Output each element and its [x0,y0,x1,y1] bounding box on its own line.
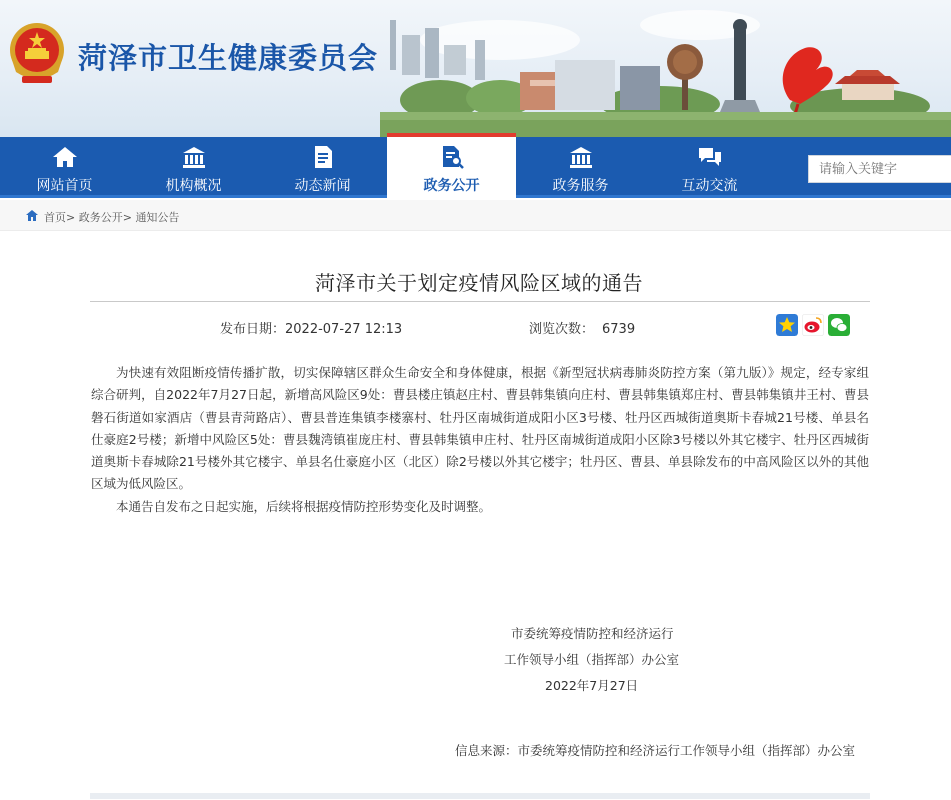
info-source-value: 市委统筹疫情防控和经济运行工作领导小组（指挥部）办公室 [517,743,856,758]
info-source-label: 信息来源： [455,743,518,758]
nav-item-organization[interactable] [129,137,258,198]
view-count-label: 浏览次数： [529,322,595,337]
wechat-icon[interactable] [828,314,850,336]
home-icon [52,145,78,169]
chat-icon [697,145,723,169]
nav-item-home[interactable] [0,137,129,198]
nav-label: 机构概况 [165,178,222,194]
weibo-icon[interactable] [802,314,824,336]
article-paragraph: 本通告自发布之日起实施，后续将根据疫情防控形势变化及时调整。 [116,498,492,514]
view-count-value: 6739 [602,322,636,337]
bottom-divider [90,793,870,799]
breadcrumb-government-affairs[interactable]: 政务公开 [78,211,123,224]
publish-date-value: 2022-07-27 12:13 [285,322,403,337]
breadcrumb-home[interactable]: 首页 [44,211,66,224]
favorite-icon[interactable] [776,314,798,336]
breadcrumb-separator: > [122,211,132,224]
view-count [529,318,635,337]
signature-org-line1: 市委统筹疫情防控和经济运行 [511,626,674,641]
breadcrumb [0,200,951,231]
nav-label: 动态新闻 [294,178,351,194]
signature-org-line2: 工作领导小组（指挥部）办公室 [504,652,680,667]
building-icon [181,145,207,169]
nav-item-interaction[interactable] [645,137,774,198]
info-source [455,741,855,759]
publish-date [220,318,402,337]
publish-date-label: 发布日期： [220,322,286,337]
title-divider [90,301,870,302]
article-body [91,362,869,518]
file-search-icon [439,145,465,169]
site-title: 菏泽市卫生健康委员会 [78,41,379,75]
document-icon [310,145,336,169]
nav-label: 政务服务 [552,178,609,194]
article-paragraph: 为快速有效阻断疫情传播扩散，切实保障辖区群众生命安全和身体健康，根据《新型冠状病毒肺炎防控方案（第九版）》规定，经专家组综合研判，自2022年7月27日起，新增高风险区9处：曹县楼庄镇赵庄村、曹县韩集镇向庄村、曹县韩集镇郑庄村、曹县韩集镇井王村、曹县磐石街道如家酒店（曹县青菏路店）、曹县普连集镇李楼寨村、牡丹区南城街道成阳小区3号楼、牡丹区西城街道奥斯卡春城21号楼、单县名仕豪庭2号楼；新增中风险区5处：曹县魏湾镇崔庞庄村、曹县韩集镇申庄村、牡丹区南城街道成阳小区除3号楼以外其它楼宇、牡丹区西城街道奥斯卡春城除21号楼外其它楼宇、单县名仕豪庭小区（北区）除2号楼以外其它楼宇；牡丹区、曹县、单县除发布的中高风险区以外的其他区域为低风险区。 [91,365,869,492]
nav-item-services[interactable] [516,137,645,198]
nav-label: 网站首页 [36,178,93,194]
article-title: 菏泽市关于划定疫情风险区域的通告 [315,271,643,295]
building-icon [568,145,594,169]
signature-date: 2022年7月27日 [545,678,639,693]
nav-item-news[interactable] [258,137,387,198]
breadcrumb-separator: > [66,211,76,224]
nav-label: 互动交流 [681,178,738,194]
home-icon [26,210,38,221]
header-banner [0,0,951,137]
national-emblem-icon [6,20,68,86]
search-input[interactable] [808,155,951,183]
city-skyline-image [380,0,951,137]
breadcrumb-notices[interactable]: 通知公告 [135,211,180,224]
nav-label: 政务公开 [423,178,480,194]
nav-item-government-affairs[interactable] [387,133,516,198]
